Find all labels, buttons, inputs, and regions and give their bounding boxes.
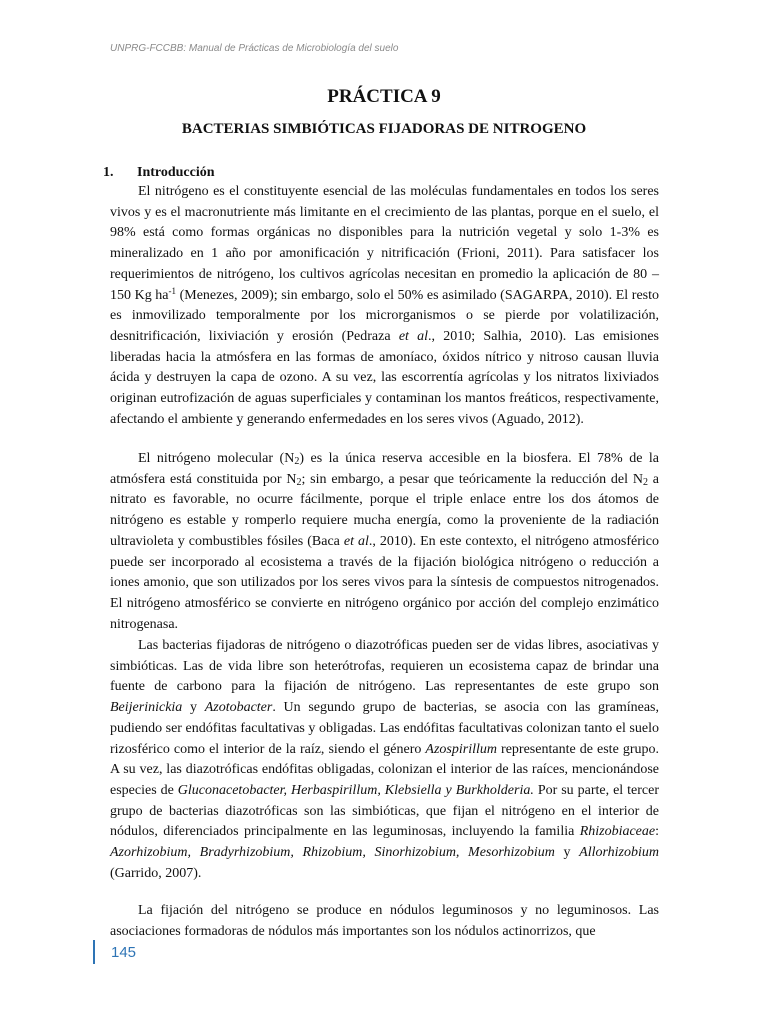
paragraph-4: La fijación del nitrógeno se produce en nódulos leguminosos y no leguminosos. Las asociaciones formadoras de nódulos más importantes son los nódulos actinorrizos, que (110, 903, 659, 939)
paragraph-1: El nitrógeno es el constituyente esencial de las moléculas fundamentales en todos los seres vivos y es el macronutriente más limitante en el crecimiento de las plantas, porque en el suelo, el 98% está como formas orgánicas no disponibles para la nutrición vegetal y solo 1-3% es mineralizado en 1 año por amonificación y nitrificación (Frioni, 2011). Para satisfacer los requerimientos de nitrógeno, los cultivos agrícolas necesitan en promedio la aplicación de 80 – 150 Kg $ha^{-1}$ (Menezes, 2009); sin embargo, solo el 50% es asimilado (SAGARPA, 2010). El resto es inmovilizado temporalmente por los microrganismos o se pierde por volatilización, desnitrificación, lixiviación y erosión (Pedraza et al., 2010; Salhia, 2010). Las emisiones liberadas hacia la atmósfera en las formas de amoníaco, óxidos nítrico y nitroso causan lluvia ácida y destruyen la capa de ozono. A su vez, las escorrentía agrícolas y los nitratos lixiviados originan eutrofización de aguas superficiales y contaminan los mantos freáticos, respectivamente, afectando el ambiente y generando enfermedades en los seres vivos (Aguado, 2012). (110, 184, 659, 427)
page-number: 145 (111, 944, 137, 961)
page-number-accent-bar (93, 940, 95, 964)
paragraph-3: Las bacterias fijadoras de nitrógeno o diazotróficas pueden ser de vidas libres, asociativas y simbióticas. Las de vida libre son heterótrofas, requieren un ecosistema capaz de brindar una fuente de carbono para la fijación de nitrógeno. Las representantes de este grupo son Beijerinickia y Azotobacter. Un segundo grupo de bacterias, se asocia con las gramíneas, pudiendo ser endófitas facultativas y obligadas. Las endófitas facultativas colonizan tanto el suelo rizosférico como el interior de la raíz, siendo el género Azospirillum representante de este grupo. A su vez, las diazotróficas endófitas obligadas, colonizan el interior de las raíces, mencionándose especies de Gluconacetobacter, Herbaspirillum, Klebsiella y Burkholderia. Por su parte, el tercer grupo de bacterias diazotróficas son las simbióticas, que fijan el nitrógeno en el interior de nódulos, diferenciados principalmente en las leguminosas, incluyendo la familia Rhizobiaceae: Azorhizobium, Bradyrhizobium, Rhizobium, Sinorhizobium, Mesorhizobium y Allorhizobium (Garrido, 2007). (110, 638, 660, 881)
section-number: 1. (103, 165, 114, 180)
paragraph-2: El nitrógeno molecular $(N_2)$ es la única reserva accesible en la biosfera. El 78% de la atmósfera está constituida por $N_2$; sin embargo, a pesar que teóricamente la reducción del $N_2$ a nitrato es favorable, no ocurre fácilmente, porque el triple enlace entre los dos átomos de nitrógeno es estable y romperlo requiere mucha energía, como la proveniente de la radiación ultravioleta y combustibles fósiles (Baca et al., 2010). En este contexto, el nitrógeno atmosférico puede ser incorporado al ecosistema a través de la fijación biológica nitrógeno o reducción a iones amonio, que son utilizados por los seres vivos para la síntesis de compuestos nitrogenados. El nitrógeno atmosférico se convierte en nitrógeno orgánico por acción del complejo enzimático nitrogenasa. (110, 451, 660, 632)
practice-subtitle: BACTERIAS SIMBIÓTICAS FIJADORAS DE NITROGENO (181, 121, 587, 137)
running-header: UNPRG-FCCBB: Manual de Prácticas de Microbiología del suelo (110, 43, 399, 54)
section-title: Introducción (137, 165, 215, 180)
practice-title: PRÁCTICA 9 (327, 86, 441, 107)
